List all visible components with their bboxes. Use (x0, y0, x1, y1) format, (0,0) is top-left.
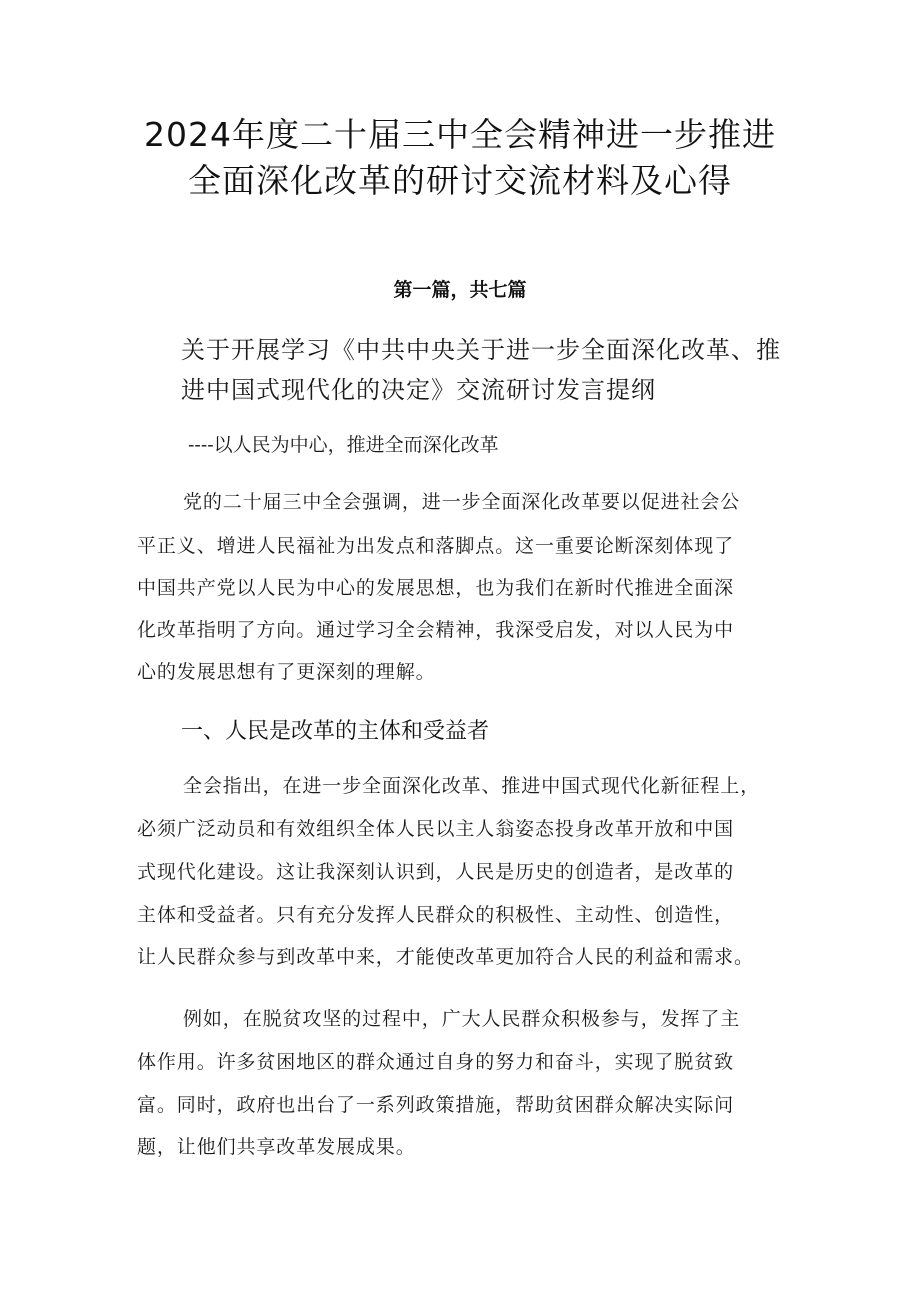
section-heading-1: 一、人民是改革的主体和受益者 (181, 719, 490, 744)
paragraph-2-line-1: 全会指出，在进一步全面深化改革、推进中国式现代化新征程上， (183, 775, 761, 797)
paragraph-2-line-5: 让人民群众参与到改革中来，才能使改革更加符合人民的利益和需求。 (137, 946, 754, 968)
paragraph-1-line-1: 党的二十届三中全会强调，进一步全面深化改革要以促进社会公 (183, 491, 741, 513)
speech-title-line-1: 关于开展学习《中共中央关于进一步全面深化改革、推 (181, 336, 781, 364)
paragraph-1-line-3: 中国共产党以人民为中心的发展思想，也为我们在新时代推进全面深 (137, 577, 735, 599)
speech-title-line-2: 进中国式现代化的决定》交流研讨发言提纲 (181, 376, 656, 404)
paragraph-1-line-4: 化改革指明了方向。通过学习全会精神，我深受启发，对以人民为中 (137, 619, 735, 641)
paragraph-3-line-4: 题，让他们共享改革发展成果。 (137, 1136, 416, 1158)
paragraph-3-line-1: 例如，在脱贫攻坚的过程中，广大人民群众积极参与，发挥了主 (183, 1008, 741, 1030)
document-subtitle: 第一篇，共七篇 (393, 279, 527, 301)
paragraph-1-line-5: 心的发展思想有了更深刻的理解。 (137, 661, 436, 683)
paragraph-3-line-2: 体作用。许多贫困地区的群众通过自身的努力和奋斗，实现了脱贫致 (137, 1051, 735, 1073)
paragraph-2-line-3: 式现代化建设。这让我深刻认识到，人民是历史的创造者，是改革的 (137, 861, 735, 883)
document-title-line-2: 全面深化改革的研讨交流材料及心得 (188, 161, 732, 200)
document-title-line-1: 2024年度二十届三中全会精神进一步推进 (144, 115, 776, 154)
paragraph-2-line-2: 必须广泛动员和有效组织全体人民以主人翁姿态投身改革开放和中国 (137, 818, 735, 840)
paragraph-3-line-3: 富。同时，政府也出台了一系列政策措施，帮助贫困群众解决实际问 (137, 1094, 735, 1116)
paragraph-1-line-2: 平正义、增进人民福祉为出发点和落脚点。这一重要论断深刻体现了 (137, 535, 735, 557)
paragraph-2-line-4: 主体和受益者。只有充分发挥人民群众的积极性、主动性、创造性， (137, 904, 735, 926)
speech-theme: ----以人民为中心，推进全而深化改革 (188, 434, 499, 456)
